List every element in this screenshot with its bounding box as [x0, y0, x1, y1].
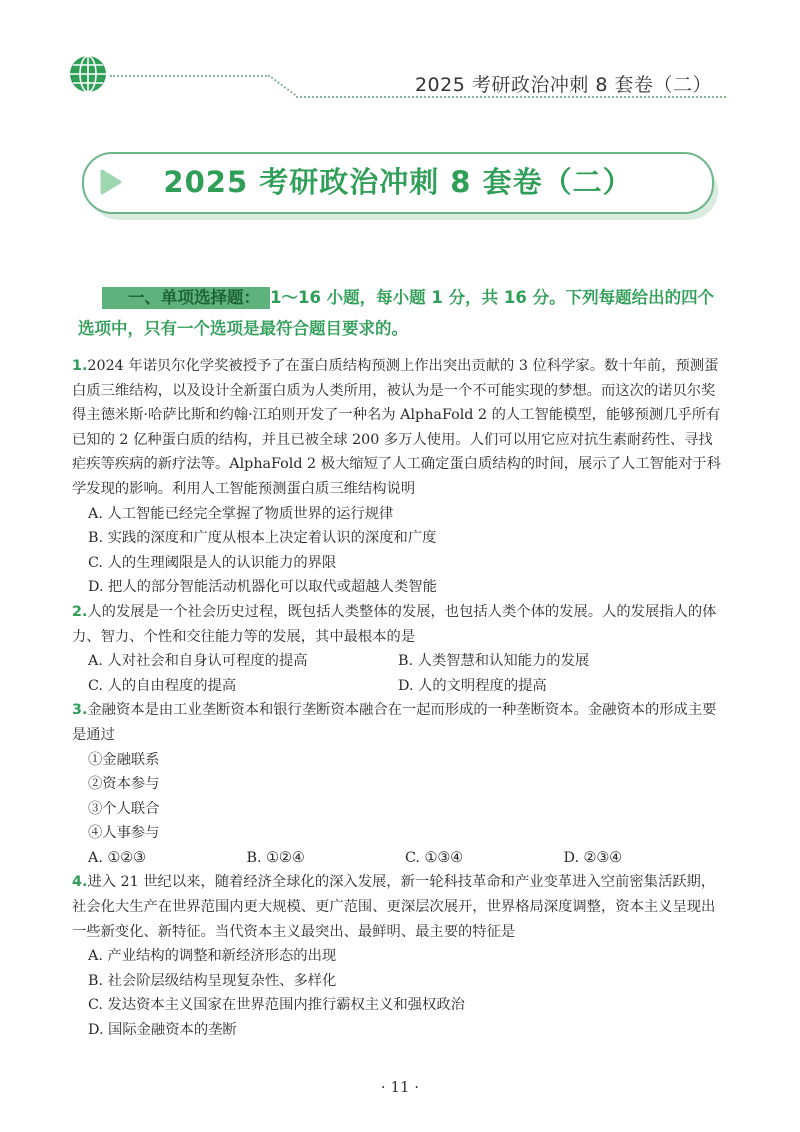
question-number: 4.	[72, 874, 88, 891]
question-4	[72, 870, 722, 1042]
section-badge: 一、单项选择题：	[102, 287, 270, 309]
question-1	[72, 354, 722, 600]
option-a: A. 产业结构的调整和新经济形态的出现	[88, 948, 337, 965]
running-header-title: 2025 考研政治冲刺 8 套卷（二）	[414, 74, 712, 96]
option-b: B. ①②④	[246, 849, 305, 866]
option-d: D. ②③④	[563, 849, 622, 866]
question-number: 1.	[72, 358, 88, 374]
option-c: C. 发达资本主义国家在世界范围内推行霸权主义和强权政治	[88, 997, 465, 1014]
option-a: A. 人对社会和自身认可程度的提高	[88, 653, 308, 670]
question-stem: 金融资本是由工业垄断资本和银行垄断资本融合在一起而形成的一种垄断资本。金融资本的形成主要是通过	[72, 702, 717, 743]
option-b: B. 社会阶层级结构呈现复杂性、多样化	[88, 972, 337, 989]
option-b: B. 人类智慧和认知能力的发展	[398, 653, 590, 670]
option-d: D. 把人的部分智能活动机器化可以取代或超越人类智能	[88, 579, 437, 596]
option-d: D. 国际金融资本的垄断	[88, 1022, 237, 1039]
page-number: · 11 ·	[380, 1078, 420, 1096]
option-d: D. 人的文明程度的提高	[398, 677, 547, 694]
question-number: 2.	[72, 603, 88, 620]
page-title: 2025 考研政治冲刺 8 套卷（二）	[163, 165, 633, 199]
option-c: C. ①③④	[405, 849, 463, 866]
header-divider	[268, 75, 298, 97]
statement-item: ③个人联合	[88, 800, 160, 817]
section-instructions: 1～16 小题，每小题 1 分，共 16 分。下列每题给出的四个选项中，只有一个选项是最符合题目要求的。	[78, 288, 715, 338]
option-a: A. ①②③	[88, 849, 146, 866]
statement-item: ④人事参与	[88, 825, 160, 842]
question-stem: 进入 21 世纪以来，随着经济全球化的深入发展，新一轮科技革命和产业变革进入空前密集活跃期，社会化大生产在世界范围内更大规模、更广范围、更深层次展开，世界格局深度调整，资本主义呈现出一些新变化、新特征。当代资本主义最突出、最鲜明、最主要的特征是	[72, 874, 716, 940]
section-heading	[78, 282, 728, 344]
statement-item: ①金融联系	[88, 751, 160, 768]
question-3	[72, 698, 722, 870]
question-2	[72, 600, 722, 698]
option-a: A. 人工智能已经完全掌握了物质世界的运行规律	[88, 505, 394, 522]
globe-icon	[68, 54, 108, 94]
question-number: 3.	[72, 702, 88, 719]
option-c: C. 人的生理阈限是人的认识能力的界限	[88, 554, 337, 571]
question-list	[72, 354, 722, 1043]
statement-item: ②资本参与	[88, 776, 160, 793]
question-stem: 人的发展是一个社会历史过程，既包括人类整体的发展，也包括人类个体的发展。人的发展指人的体力、智力、个性和交往能力等的发展，其中最根本的是	[72, 603, 717, 645]
header-dotted-line	[110, 75, 270, 77]
question-stem: 2024 年诺贝尔化学奖被授予了在蛋白质结构预测上作出突出贡献的 3 位科学家。数十年前，预测蛋白质三维结构，以及设计全新蛋白质为人类所用，被认为是一个不可能实现的梦想。而这次的诺贝尔奖得主德米斯·哈萨比斯和约翰·江珀则开发了一种名为 AlphaFold 2 的人工智能模型，能够预测几乎所有已知的 2 亿种蛋白质的结构，并且已被全球 200 多万人使用。人们可以用它应对抗生素耐药性、寻找疟疾等疾病的新疗法等。AlphaFold 2 极大缩短了人工确定蛋白质结构的时间，展示了人工智能对于科学发现的影响。利用人工智能预测蛋白质三维结构说明	[72, 358, 722, 497]
option-c: C. 人的自由程度的提高	[88, 677, 237, 694]
option-b: B. 实践的深度和广度从根本上决定着认识的深度和广度	[88, 530, 437, 547]
